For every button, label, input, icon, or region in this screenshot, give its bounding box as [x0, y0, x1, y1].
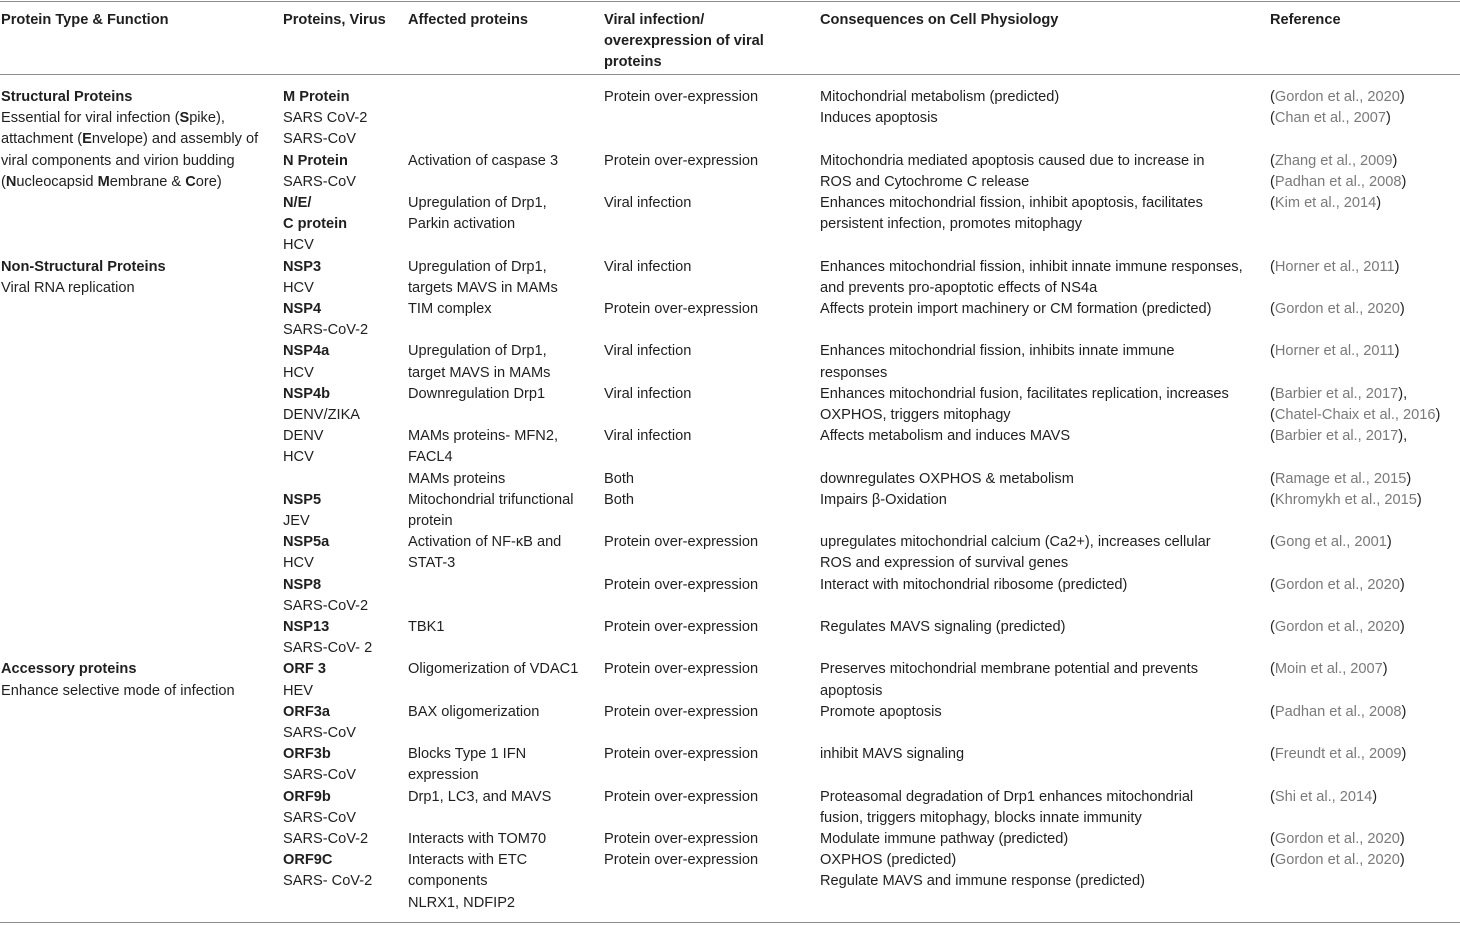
consequence-cell: Affects metabolism and induces MAVS [820, 428, 1071, 445]
infection-type-cell: Protein over-expression [604, 746, 759, 763]
reference-cell: (Gordon et al., 2020) [1270, 576, 1405, 593]
consequence-cell: Mitochondria mediated apoptosis caused due to increase in [820, 152, 1205, 169]
consequence-cell: Impairs β-Oxidation [820, 491, 947, 508]
consequence-cell: ROS and Cytochrome C release [820, 173, 1030, 190]
consequence-cell: Modulate immune pathway (predicted) [820, 831, 1069, 847]
reference-cell: (Horner et al., 2011) [1270, 258, 1400, 275]
protein-name: M Protein [283, 89, 350, 105]
affected-proteins-cell: Activation of NF-κB and [408, 534, 562, 551]
affected-proteins-cell: target MAVS in MAMs [408, 364, 551, 381]
reference-cell: (Zhang et al., 2009) [1270, 152, 1398, 169]
protein-name: NSP5a [283, 534, 330, 551]
citation-link[interactable]: Gordon et al., 2020 [1274, 576, 1400, 593]
virus-name: SARS- CoV-2 [283, 873, 373, 890]
citation-link[interactable]: Shi et al., 2014 [1274, 788, 1373, 805]
protein-name: NSP4a [283, 343, 330, 360]
protein-name: NSP3 [283, 258, 322, 275]
section-title: Non-Structural Proteins [1, 258, 166, 275]
affected-proteins-cell: STAT-3 [408, 555, 456, 572]
consequence-cell: Promote apoptosis [820, 703, 942, 720]
consequence-cell: Enhances mitochondrial fission, inhibit innate immune responses, [820, 258, 1243, 275]
protein-name: ORF9b [283, 788, 331, 805]
affected-proteins-cell: Parkin activation [408, 216, 516, 233]
section-title: Structural Proteins [1, 89, 133, 105]
column-header: overexpression of viral [604, 33, 764, 50]
citation-link[interactable]: Padhan et al., 2008 [1274, 703, 1402, 720]
consequence-cell: Regulate MAVS and immune response (predicted) [820, 873, 1146, 890]
virus-name: DENV [283, 428, 324, 445]
section-description: attachment (Envelope) and assembly of [1, 131, 259, 148]
citation-link[interactable]: Gordon et al., 2020 [1274, 831, 1400, 847]
affected-proteins-cell: MAMs proteins [408, 470, 506, 487]
consequence-cell: responses [820, 364, 888, 381]
infection-type-cell: Viral infection [604, 428, 692, 445]
citation-link[interactable]: Padhan et al., 2008 [1274, 173, 1402, 190]
reference-cell: (Chatel-Chaix et al., 2016) [1270, 407, 1441, 423]
citation-link[interactable]: Chan et al., 2007 [1274, 110, 1387, 127]
consequence-cell: Mitochondrial metabolism (predicted) [820, 89, 1060, 105]
reference-cell: (Gong et al., 2001) [1270, 534, 1392, 551]
column-header: Reference [1270, 12, 1341, 28]
affected-proteins-cell: NLRX1, NDFIP2 [408, 894, 516, 911]
virus-name: SARS CoV-2 [283, 110, 368, 127]
consequence-cell: Affects protein import machinery or CM formation (predicted) [820, 301, 1212, 317]
citation-link[interactable]: Gordon et al., 2020 [1274, 852, 1400, 869]
virus-name: SARS-CoV [283, 725, 356, 741]
citation-link[interactable]: Barbier et al., 2017 [1274, 428, 1399, 445]
virus-name: HCV [283, 364, 314, 381]
consequence-cell: Enhances mitochondrial fusion, facilitates replication, increases [820, 385, 1229, 402]
consequence-cell: persistent infection, promotes mitophagy [820, 216, 1083, 233]
column-header: Affected proteins [408, 12, 529, 28]
reference-cell: (Gordon et al., 2020) [1270, 89, 1405, 105]
virus-name: SARS-CoV- 2 [283, 640, 373, 657]
affected-proteins-cell: TIM complex [408, 301, 492, 317]
reference-cell: (Kim et al., 2014) [1270, 195, 1382, 211]
reference-cell: (Moin et al., 2007) [1270, 661, 1388, 678]
virus-name: SARS-CoV [283, 131, 356, 148]
affected-proteins-cell: Downregulation Drp1 [408, 385, 546, 402]
citation-link[interactable]: Freundt et al., 2009 [1274, 746, 1402, 763]
consequence-cell: Proteasomal degradation of Drp1 enhances mitochondrial [820, 788, 1194, 805]
column-header: proteins [604, 54, 662, 71]
reference-cell: (Gordon et al., 2020) [1270, 831, 1405, 847]
consequence-cell: Regulates MAVS signaling (predicted) [820, 619, 1066, 635]
infection-type-cell: Protein over-expression [604, 831, 759, 847]
affected-proteins-cell: MAMs proteins- MFN2, [408, 428, 559, 445]
citation-link[interactable]: Ramage et al., 2015 [1274, 470, 1407, 487]
reference-cell: (Shi et al., 2014) [1270, 788, 1378, 805]
virus-name: SARS-CoV-2 [283, 597, 369, 614]
citation-link[interactable]: Chatel-Chaix et al., 2016 [1274, 407, 1436, 423]
infection-type-cell: Viral infection [604, 343, 692, 360]
affected-proteins-cell: TBK1 [408, 619, 445, 635]
virus-name: HCV [283, 237, 314, 254]
virus-name: JEV [283, 513, 310, 529]
citation-link[interactable]: Gordon et al., 2020 [1274, 619, 1400, 635]
infection-type-cell: Protein over-expression [604, 152, 759, 169]
consequence-cell: Interact with mitochondrial ribosome (predicted) [820, 576, 1128, 593]
affected-proteins-cell: Drp1, LC3, and MAVS [408, 788, 552, 805]
citation-link[interactable]: Gordon et al., 2020 [1274, 301, 1400, 317]
reference-cell: (Horner et al., 2011) [1270, 343, 1400, 360]
consequence-cell: downregulates OXPHOS & metabolism [820, 470, 1074, 487]
protein-name: NSP13 [283, 619, 330, 635]
protein-name: NSP4b [283, 385, 331, 402]
affected-proteins-cell: Upregulation of Drp1, [408, 343, 547, 360]
consequence-cell: Preserves mitochondrial membrane potential and prevents [820, 661, 1199, 678]
affected-proteins-cell: Blocks Type 1 IFN [408, 746, 527, 763]
virus-name: SARS-CoV [283, 767, 356, 784]
section-description: Enhance selective mode of infection [1, 682, 235, 699]
consequence-cell: upregulates mitochondrial calcium (Ca2+), increases cellular [820, 534, 1211, 551]
infection-type-cell: Protein over-expression [604, 788, 759, 805]
reference-cell: (Gordon et al., 2020) [1270, 619, 1405, 635]
table-bottom-rule [0, 922, 1460, 923]
citation-link[interactable]: Kim et al., 2014 [1274, 195, 1377, 211]
consequence-cell: ROS and expression of survival genes [820, 555, 1069, 572]
table-top-rule [0, 1, 1460, 2]
affected-proteins-cell: protein [408, 513, 453, 529]
infection-type-cell: Both [604, 470, 635, 487]
consequence-cell: Enhances mitochondrial fission, inhibits innate immune [820, 343, 1175, 360]
protein-name: NSP5 [283, 491, 322, 508]
infection-type-cell: Both [604, 491, 635, 508]
reference-cell: (Padhan et al., 2008) [1270, 173, 1407, 190]
infection-type-cell: Protein over-expression [604, 89, 759, 105]
infection-type-cell: Protein over-expression [604, 534, 759, 551]
section-title: Accessory proteins [1, 661, 137, 678]
affected-proteins-cell: targets MAVS in MAMs [408, 279, 558, 296]
reference-cell: (Barbier et al., 2017), [1270, 428, 1408, 445]
infection-type-cell: Protein over-expression [604, 576, 759, 593]
reference-cell: (Gordon et al., 2020) [1270, 301, 1405, 317]
consequence-cell: OXPHOS, triggers mitophagy [820, 407, 1011, 423]
protein-name: ORF3b [283, 746, 331, 763]
infection-type-cell: Protein over-expression [604, 661, 759, 678]
column-header: Viral infection/ [604, 12, 705, 28]
reference-cell: (Ramage et al., 2015) [1270, 470, 1412, 487]
citation-link[interactable]: Khromykh et al., 2015 [1274, 491, 1417, 508]
affected-proteins-cell: BAX oligomerization [408, 703, 540, 720]
virus-name: SARS-CoV-2 [283, 322, 369, 339]
infection-type-cell: Viral infection [604, 385, 692, 402]
consequence-cell: Enhances mitochondrial fission, inhibit apoptosis, facilitates [820, 195, 1203, 211]
virus-name: SARS-CoV-2 [283, 831, 369, 847]
consequence-cell: OXPHOS (predicted) [820, 852, 957, 869]
affected-proteins-cell: FACL4 [408, 449, 453, 466]
consequence-cell: and prevents pro-apoptotic effects of NS4a [820, 279, 1098, 296]
citation-link[interactable]: Horner et al., 2011 [1274, 258, 1395, 275]
protein-name: N/E/ [283, 195, 312, 211]
reference-cell: (Padhan et al., 2008) [1270, 703, 1407, 720]
virus-name: HEV [283, 682, 314, 699]
citation-link[interactable]: Moin et al., 2007 [1274, 661, 1383, 678]
protein-name: C protein [283, 216, 348, 233]
protein-name: N Protein [283, 152, 348, 169]
column-header: Proteins, Virus [283, 12, 386, 28]
protein-name: ORF9C [283, 852, 333, 869]
infection-type-cell: Protein over-expression [604, 301, 759, 317]
reference-cell: (Khromykh et al., 2015) [1270, 491, 1422, 508]
virus-name: SARS-CoV [283, 173, 356, 190]
protein-name: NSP4 [283, 301, 322, 317]
affected-proteins-cell: Interacts with ETC [408, 852, 528, 869]
infection-type-cell: Protein over-expression [604, 619, 759, 635]
section-description: Viral RNA replication [1, 279, 135, 296]
section-description: Essential for viral infection (Spike), [1, 110, 225, 127]
citation-link[interactable]: Barbier et al., 2017 [1274, 385, 1399, 402]
virus-name: HCV [283, 279, 314, 296]
consequence-cell: fusion, triggers mitophagy, blocks innate immunity [820, 809, 1142, 826]
affected-proteins-cell: Activation of caspase 3 [408, 152, 559, 169]
consequence-cell: apoptosis [820, 682, 883, 699]
column-header: Protein Type & Function [1, 12, 169, 28]
column-header: Consequences on Cell Physiology [820, 12, 1059, 28]
section-description: viral components and virion budding [1, 152, 235, 169]
protein-name: NSP8 [283, 576, 322, 593]
header-rule [0, 74, 1460, 75]
consequence-cell: inhibit MAVS signaling [820, 746, 965, 763]
affected-proteins-cell: Upregulation of Drp1, [408, 258, 547, 275]
virus-name: DENV/ZIKA [283, 407, 361, 423]
virus-name: SARS-CoV [283, 809, 356, 826]
citation-link[interactable]: Gong et al., 2001 [1274, 534, 1387, 551]
reference-cell: (Chan et al., 2007) [1270, 110, 1391, 127]
infection-type-cell: Protein over-expression [604, 703, 759, 720]
protein-name: ORF 3 [283, 661, 326, 678]
consequence-cell: Induces apoptosis [820, 110, 938, 127]
virus-name: HCV [283, 555, 314, 572]
citation-link[interactable]: Zhang et al., 2009 [1274, 152, 1393, 169]
reference-cell: (Gordon et al., 2020) [1270, 852, 1405, 869]
infection-type-cell: Protein over-expression [604, 852, 759, 869]
section-description: (Nucleocapsid Membrane & Core) [1, 173, 222, 190]
virus-name: HCV [283, 449, 314, 466]
affected-proteins-cell: Mitochondrial trifunctional [408, 491, 574, 508]
affected-proteins-cell: Oligomerization of VDAC1 [408, 661, 579, 678]
affected-proteins-cell: Upregulation of Drp1, [408, 195, 547, 211]
citation-link[interactable]: Gordon et al., 2020 [1274, 89, 1400, 105]
affected-proteins-cell: expression [408, 767, 479, 784]
infection-type-cell: Viral infection [604, 258, 692, 275]
reference-cell: (Barbier et al., 2017), [1270, 385, 1408, 402]
citation-link[interactable]: Horner et al., 2011 [1274, 343, 1395, 360]
affected-proteins-cell: Interacts with TOM70 [408, 831, 547, 847]
protein-name: ORF3a [283, 703, 331, 720]
affected-proteins-cell: components [408, 873, 488, 890]
reference-cell: (Freundt et al., 2009) [1270, 746, 1407, 763]
infection-type-cell: Viral infection [604, 195, 692, 211]
